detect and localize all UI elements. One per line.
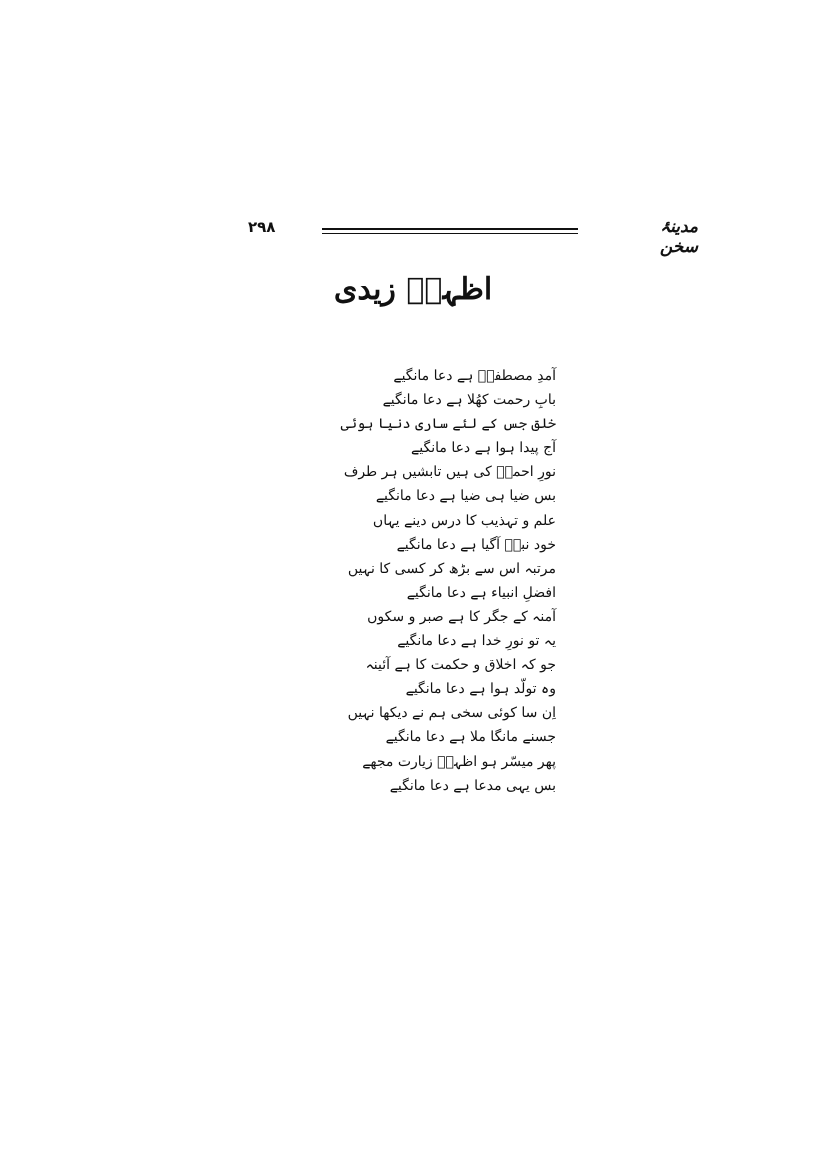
running-header bbox=[0, 216, 826, 257]
header-rule bbox=[322, 228, 578, 234]
poem-line: آمنہ کے جگر کا ہے صبر و سکوں bbox=[367, 608, 556, 625]
poem-line: آج پیدا ہوا ہے دعا مانگیے bbox=[411, 440, 556, 457]
poem-line: خود نبیؐ آگیا ہے دعا مانگیے bbox=[396, 536, 556, 553]
poem-line: جو کہ اخلاق و حکمت کا ہے آئینہ bbox=[365, 657, 556, 674]
poem-line: یہ تو نورِ خدا ہے دعا مانگیے bbox=[397, 633, 556, 650]
poem-line: آمدِ مصطفیؐ ہے دعا مانگیے bbox=[393, 368, 556, 384]
poem-line: مرتبہ اس سے بڑھ کر کسی کا نہیں bbox=[347, 560, 556, 577]
poet-name-heading: اظہرؔ زیدی bbox=[333, 272, 493, 307]
poem-line: افضلِ انبیاء ہے دعا مانگیے bbox=[406, 584, 556, 601]
page-number: ۲۹۸ bbox=[248, 218, 276, 236]
poem-line: وہ تولّد ہوا ہے دعا مانگیے bbox=[405, 681, 556, 698]
poem-line: پھر میسّر ہو اظہرؔ زیارت مجھے bbox=[362, 753, 556, 770]
poem-line: بابِ رحمت کھُلا ہے دعا مانگیے bbox=[382, 392, 556, 409]
poem-line: اِن سا کوئی سخی ہم نے دیکھا نہیں bbox=[347, 705, 556, 722]
book-title: مدینۂ سخن bbox=[659, 217, 698, 257]
header-rule-thick bbox=[322, 228, 578, 230]
header-rule-thin bbox=[322, 233, 578, 234]
poem-line: بس یہی مدعا ہے دعا مانگیے bbox=[389, 777, 556, 794]
poem-body bbox=[340, 364, 556, 798]
poem-line: بس ضیا ہی ضیا ہے دعا مانگیے bbox=[375, 488, 556, 505]
poem-line: جسنے مانگا ملا ہے دعا مانگیے bbox=[385, 729, 556, 746]
poem-line: خلق جس کے لئے ساری دنیا ہوئی bbox=[340, 416, 556, 433]
poem-line: نورِ احمدؐ کی ہیں تابشیں ہر طرف bbox=[343, 464, 556, 481]
poem-line: علم و تہذیب کا درس دینے یہاں bbox=[372, 512, 556, 529]
